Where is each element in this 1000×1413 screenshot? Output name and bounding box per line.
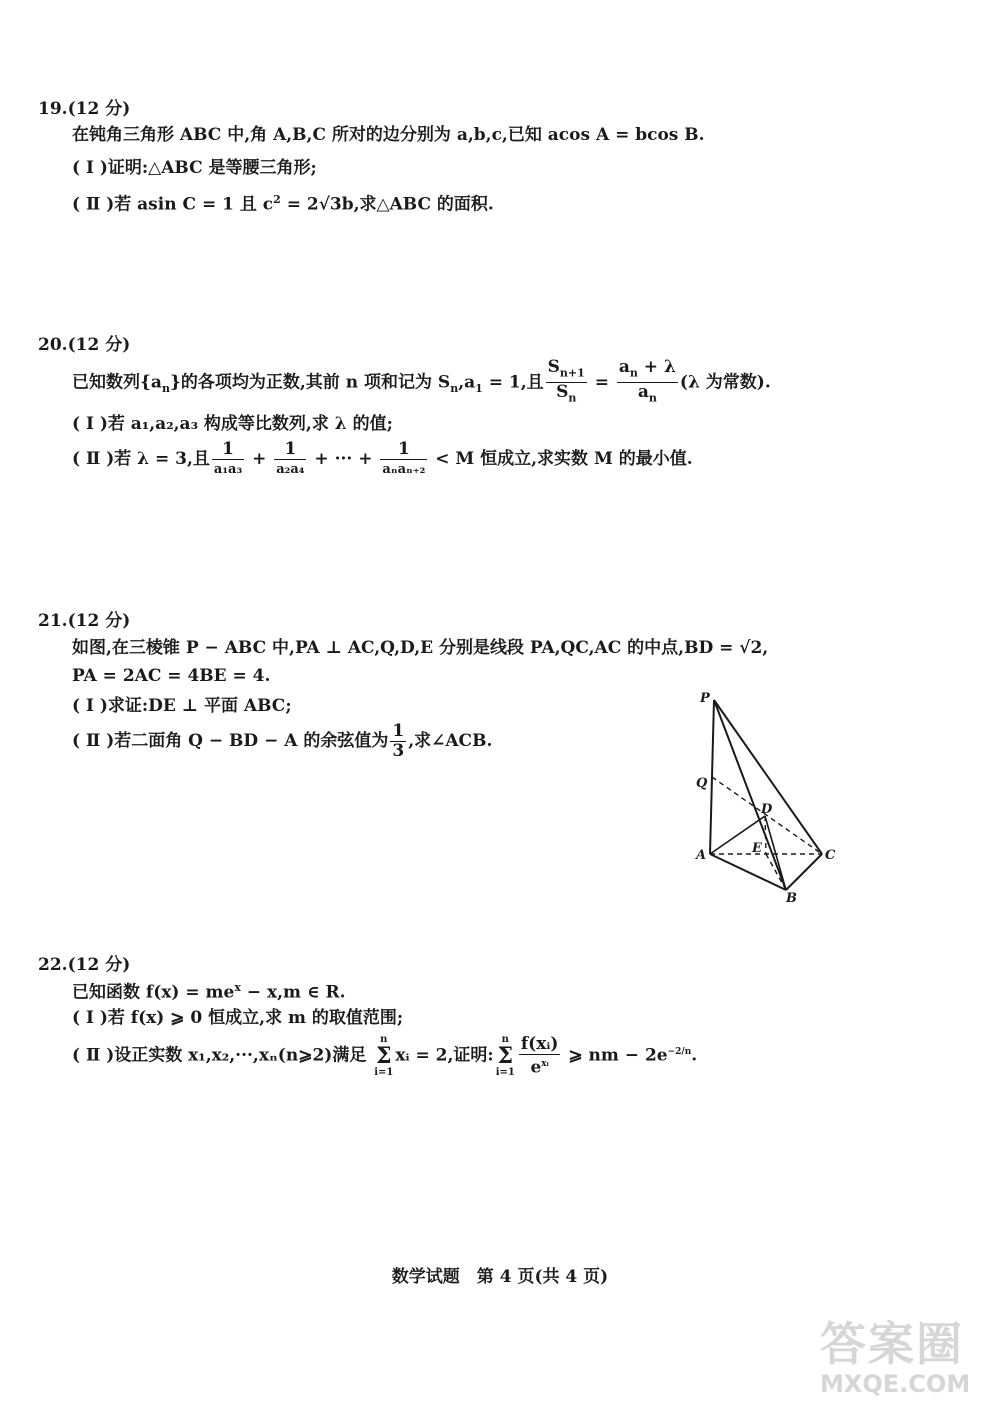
q20-part2 — [72, 440, 693, 479]
q22-intro-text: 已知函数 f(x) = me — [72, 982, 235, 1003]
q21-line1: 如图,在三棱锥 P − ABC 中,PA ⊥ AC,Q,D,E 分别是线段 PA,QC,AC 的中点,BD = √2, — [72, 638, 769, 658]
q20-header — [38, 330, 130, 355]
q20-term1: $\frac{1}{\text{a₁a₃}}$ — [213, 439, 243, 477]
q21-frac: $\frac{1}{3}$ — [392, 721, 405, 761]
q22-part2 — [72, 1030, 697, 1078]
q19-part2 — [72, 190, 494, 215]
q22-sum1-term: xᵢ = 2,证明: — [395, 1045, 494, 1066]
q19-part1: ( Ⅰ )证明:△ABC 是等腰三角形; — [72, 158, 317, 178]
label-D: D — [761, 802, 773, 817]
q20-frac-a: $\frac{a_n + \lambda}{a_n}$ — [618, 357, 676, 405]
q22-frac: $\frac{\text{f(xᵢ)}}{e^{xᵢ}}$ — [520, 1033, 559, 1078]
label-P: P — [700, 691, 710, 706]
q22-score: (12 分) — [67, 955, 131, 975]
edge-CB — [786, 854, 822, 890]
q20-intro-mid: }的各项均为正数,其前 n 项和记为 S — [169, 372, 451, 393]
q21-part2 — [72, 722, 492, 761]
q21-part1: ( Ⅰ )求证:DE ⊥ 平面 ABC; — [72, 696, 292, 716]
q19-part2-mid: = 2√3 — [280, 194, 342, 215]
q20-term2: $\frac{1}{\text{a₂a₄}}$ — [276, 439, 305, 477]
watermark-top: 答案圈 — [820, 1317, 964, 1371]
q20-intro-mid2: ,a — [458, 372, 476, 393]
label-A: A — [696, 848, 707, 863]
q21-part2-post: ,求∠ACB. — [408, 731, 493, 751]
q19-intro: 在钝角三角形 ABC 中,角 A,B,C 所对的边分别为 a,b,c,已知 acos A = bcos B. — [72, 125, 705, 145]
q22-part2-pre: ( Ⅱ )设正实数 x₁,x₂,···,xₙ(n⩾2)满足 — [72, 1045, 367, 1066]
q21-line2: PA = 2AC = 4BE = 4. — [72, 666, 271, 686]
q19-part2-post: b,求△ABC 的面积. — [341, 194, 494, 215]
q22-intro-post: − x,m ∈ R. — [240, 982, 346, 1003]
label-C: C — [825, 848, 836, 863]
q21-number: 21. — [38, 611, 68, 631]
q20-number: 20. — [38, 335, 68, 355]
q20-intro — [72, 358, 771, 408]
q20-part1: ( Ⅰ )若 a₁,a₂,a₃ 构成等比数列,求 λ 的值; — [72, 414, 393, 434]
edge-PC — [714, 700, 822, 854]
edge-DB — [765, 816, 786, 890]
watermark-bottom: MXQE.COM — [820, 1370, 971, 1398]
q19-part2-sup: 2 — [273, 193, 281, 206]
q19-header — [38, 94, 130, 119]
q20-score: (12 分) — [67, 335, 131, 355]
page-footer: 数学试题 第 4 页(共 4 页) — [391, 1267, 609, 1287]
tetrahedron-figure — [690, 686, 850, 906]
label-B: B — [786, 891, 797, 906]
q21-score: (12 分) — [67, 611, 131, 631]
q19-number: 19. — [38, 99, 68, 119]
q20-eq: = — [588, 372, 615, 393]
q20-part2-post: < M 恒成立,求实数 M 的最小值. — [429, 449, 693, 469]
q20-intro-sub-n: n — [161, 381, 170, 395]
q22-number: 22. — [38, 955, 68, 975]
q20-frac-s: $\frac{S_{n+1}}{S_n}$ — [547, 357, 585, 405]
q20-term3: $\frac{1}{\text{aₙaₙ₊₂}}$ — [382, 439, 426, 477]
q20-intro-pre: 已知数列{a — [72, 372, 162, 393]
q22-end: . — [691, 1045, 698, 1066]
watermark-logo — [820, 1318, 985, 1408]
label-Q: Q — [696, 776, 708, 791]
q22-part2-post: ⩾ nm − 2e — [562, 1045, 668, 1066]
q22-part1: ( Ⅰ )若 f(x) ⩾ 0 恒成立,求 m 的取值范围; — [72, 1008, 404, 1028]
q19-score: (12 分) — [67, 99, 131, 119]
q22-intro-sup: x — [234, 981, 241, 994]
q20-plus: + — [246, 449, 273, 469]
q22-header — [38, 950, 130, 975]
q22-intro — [72, 978, 346, 1003]
q20-intro-mid3: = 1,且 — [482, 372, 544, 393]
q22-exp: −2/n — [667, 1047, 692, 1057]
q21-part2-pre: ( Ⅱ )若二面角 Q − BD − A 的余弦值为 — [72, 731, 389, 751]
q22-sum1: n Σ i=1 — [374, 1034, 394, 1079]
q20-dots: + ··· + — [308, 449, 379, 469]
q20-intro-post: (λ 为常数). — [679, 372, 771, 393]
q20-intro-sub-n2: n — [450, 381, 459, 395]
q22-sum2: n Σ i=1 — [495, 1034, 515, 1079]
q21-header — [38, 606, 130, 631]
q20-intro-sub-1: 1 — [475, 381, 483, 395]
label-E: E — [752, 841, 762, 856]
q19-part2-pre: ( Ⅱ )若 asin C = 1 且 c — [72, 194, 274, 215]
q20-part2-pre: ( Ⅱ )若 λ = 3,且 — [72, 449, 210, 469]
